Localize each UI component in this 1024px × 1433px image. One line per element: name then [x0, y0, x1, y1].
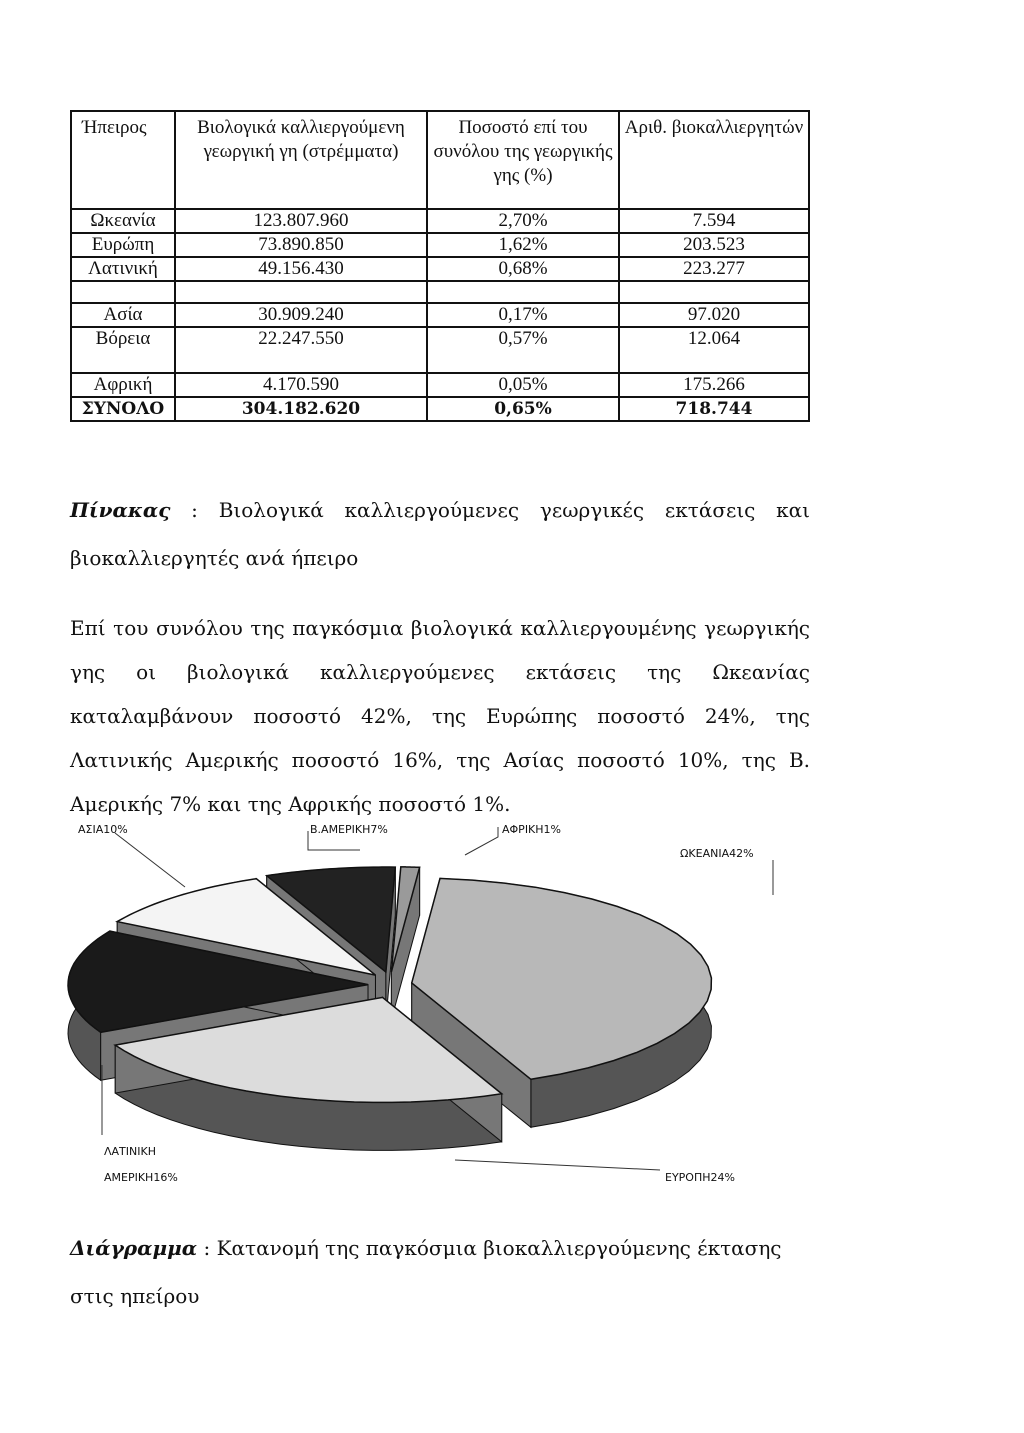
- continents-table: [70, 110, 810, 422]
- table-header-row: [71, 111, 809, 209]
- caption-label: Διάγραμμα: [70, 1236, 198, 1260]
- table-row: [71, 233, 809, 257]
- cell-area: 123.807.960: [175, 209, 427, 233]
- label-latam-2: ΑΜΕΡΙΚΗ16%: [104, 1171, 178, 1184]
- caption-label: Πίνακας: [70, 498, 171, 522]
- cell-pct: 0,17%: [427, 303, 619, 327]
- caption-separator: :: [197, 1236, 217, 1260]
- cell-area: 49.156.430: [175, 257, 427, 281]
- caption-text: Βιολογικά καλλιεργούμενες γεωργικές εκτάσεις και βιοκαλλιεργητές ανά ήπειρο: [70, 498, 810, 570]
- cell-area: 30.909.240: [175, 303, 427, 327]
- cell-farmers: 97.020: [619, 303, 809, 327]
- cell-name: Ευρώπη: [71, 233, 175, 257]
- table-total-row: [71, 397, 809, 421]
- cell-total-name: ΣΥΝΟΛΟ: [71, 397, 175, 421]
- cell-pct: 0,57%: [427, 327, 619, 373]
- cell-name: Αφρική: [71, 373, 175, 397]
- table-row: [71, 373, 809, 397]
- caption-text: Κατανομή της παγκόσμια βιοκαλλιεργούμενης έκτασης στις ηπείρου: [70, 1236, 782, 1308]
- cell-name: Βόρεια: [71, 327, 175, 373]
- cell-pct: 0,68%: [427, 257, 619, 281]
- body-paragraph: Επί του συνόλου της παγκόσμια βιολογικά καλλιεργουμένης γεωργικής γης οι βιολογικά καλλιεργούμενες εκτάσεις της Ωκεανίας καταλαμβάνουν ποσοστό 42%, της Ευρώπης ποσοστό 24%, της Λατινικής Αμερικής ποσοστό 16%, της Ασίας ποσοστό 10%, της Β. Αμερικής 7% και της Αφρικής ποσοστό 1%.: [70, 616, 810, 816]
- leader-line-europe: [455, 1160, 660, 1170]
- table-spacer-row: [71, 281, 809, 303]
- table-row: [71, 303, 809, 327]
- cell-farmers: 175.266: [619, 373, 809, 397]
- table-row: [71, 327, 809, 373]
- cell-pct: 1,62%: [427, 233, 619, 257]
- cell-pct: 0,05%: [427, 373, 619, 397]
- cell-name: Ωκεανία: [71, 209, 175, 233]
- label-oceania: ΩΚΕΑΝΙΑ42%: [680, 847, 754, 860]
- cell-total-farmers: 718.744: [619, 397, 809, 421]
- label-latam-1: ΛΑΤΙΝΙΚΗ: [104, 1145, 156, 1158]
- cell-farmers: 223.277: [619, 257, 809, 281]
- chart-caption: [70, 1224, 810, 1320]
- pie-chart: [60, 815, 820, 1225]
- header-percent: Ποσοστό επί του συνόλου της γεωργικής γης (%): [427, 111, 619, 209]
- caption-separator: :: [170, 498, 219, 522]
- cell-name: Λατινική: [71, 257, 175, 281]
- header-area: Βιολογικά καλλιεργούμενη γεωργική γη (στρέμματα): [175, 111, 427, 209]
- table-row: [71, 257, 809, 281]
- cell-name: Ασία: [71, 303, 175, 327]
- leader-line-africa: [465, 827, 498, 855]
- leader-line-asia: [115, 833, 185, 887]
- cell-area: 73.890.850: [175, 233, 427, 257]
- cell-total-area: 304.182.620: [175, 397, 427, 421]
- cell-total-pct: 0,65%: [427, 397, 619, 421]
- table-row: [71, 209, 809, 233]
- cell-farmers: 12.064: [619, 327, 809, 373]
- label-africa: ΑΦΡΙΚΗ1%: [502, 823, 561, 836]
- cell-farmers: 7.594: [619, 209, 809, 233]
- header-farmers: Αριθ. βιοκαλλιεργητών: [619, 111, 809, 209]
- cell-area: 4.170.590: [175, 373, 427, 397]
- table-caption: [70, 486, 810, 582]
- cell-area: 22.247.550: [175, 327, 427, 373]
- label-europe: ΕΥΡΟΠΗ24%: [665, 1171, 735, 1184]
- cell-pct: 2,70%: [427, 209, 619, 233]
- cell-farmers: 203.523: [619, 233, 809, 257]
- label-namerica: Β.ΑΜΕΡΙΚΗ7%: [310, 823, 388, 836]
- label-asia: ΑΣΙΑ10%: [78, 823, 128, 836]
- header-continent: Ήπειρος: [71, 111, 175, 209]
- pie-slices: [68, 867, 711, 1151]
